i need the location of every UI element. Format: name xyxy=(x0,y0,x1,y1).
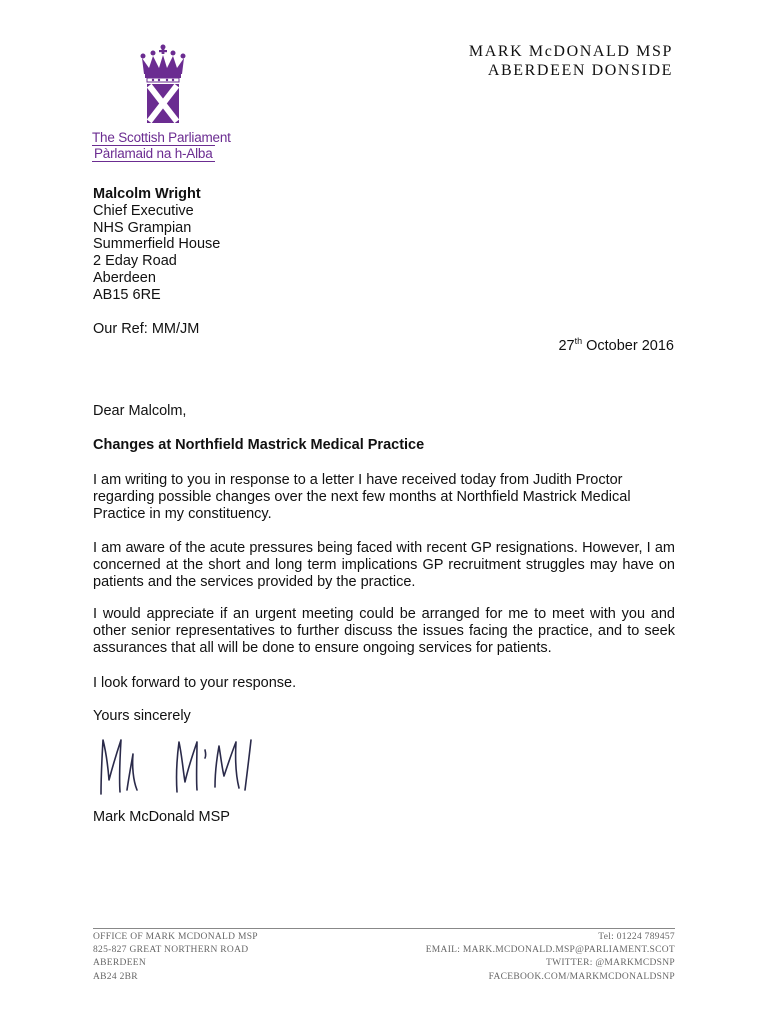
footer-line: ABERDEEN xyxy=(93,958,147,969)
address-line: Aberdeen xyxy=(93,269,156,286)
scottish-parliament-crest-icon xyxy=(139,44,187,126)
address-line: Chief Executive xyxy=(93,202,194,219)
signature-icon xyxy=(93,732,263,802)
paragraph: I would appreciate if an urgent meeting could be arranged for me to meet with you and other senior representatives to further discuss the issues facing the practice, and to seek assurances that all will be done to ensure ongoing services for patients. xyxy=(93,606,675,656)
recipient-name: Malcolm Wright xyxy=(93,186,201,202)
address-line: 2 Eday Road xyxy=(93,253,177,270)
recipient-address xyxy=(93,186,220,304)
footer-line: 825-827 GREAT NORTHERN ROAD xyxy=(93,945,249,956)
member-name: MARK McDONALD MSP xyxy=(468,43,673,60)
letterhead-member xyxy=(469,42,673,80)
parliament-logo xyxy=(92,44,242,163)
footer-twitter: TWITTER: @MARKMCDSNP xyxy=(545,958,675,969)
footer-facebook: FACEBOOK.COM/MARKMCDONALDSNP xyxy=(488,971,675,982)
reference: Our Ref: MM/JM xyxy=(93,321,200,337)
subject-line: Changes at Northfield Mastrick Medical Practice xyxy=(93,437,425,453)
footer-line: AB24 2BR xyxy=(93,971,138,982)
footer-office-address xyxy=(93,931,258,984)
paragraph: I look forward to your response. xyxy=(93,675,297,691)
footer-phone: Tel: 01224 789457 xyxy=(598,932,675,942)
closing: Yours sincerely xyxy=(93,708,191,724)
footer-divider xyxy=(93,928,675,929)
address-line: Summerfield House xyxy=(93,236,221,253)
parliament-name-gaelic: Pàrlamaid na h-Alba xyxy=(94,146,213,161)
letter-date: 27th October 2016 xyxy=(558,336,674,354)
footer-line: OFFICE OF MARK MCDONALD MSP xyxy=(93,932,258,942)
footer-email: EMAIL: MARK.MCDONALD.MSP@PARLIAMENT.SCOT xyxy=(425,945,675,956)
parliament-name-english: The Scottish Parliament xyxy=(92,130,231,145)
paragraph: I am writing to you in response to a letter I have received today from Judith Proctor regarding possible changes over the next few months at Northfield Mastrick Medical Practice in my constituency. xyxy=(93,472,631,522)
address-line: NHS Grampian xyxy=(93,219,192,236)
member-constituency: ABERDEEN DONSIDE xyxy=(487,62,673,79)
footer-contact xyxy=(426,931,675,984)
address-line: AB15 6RE xyxy=(93,286,161,303)
paragraph: I am aware of the acute pressures being faced with recent GP resignations. However, I am concerned at the short and long term implications GP recruitment struggles may have on patients and the services provided by the practice. xyxy=(93,540,675,590)
greeting: Dear Malcolm, xyxy=(93,403,187,419)
signatory-name: Mark McDonald MSP xyxy=(93,809,230,825)
